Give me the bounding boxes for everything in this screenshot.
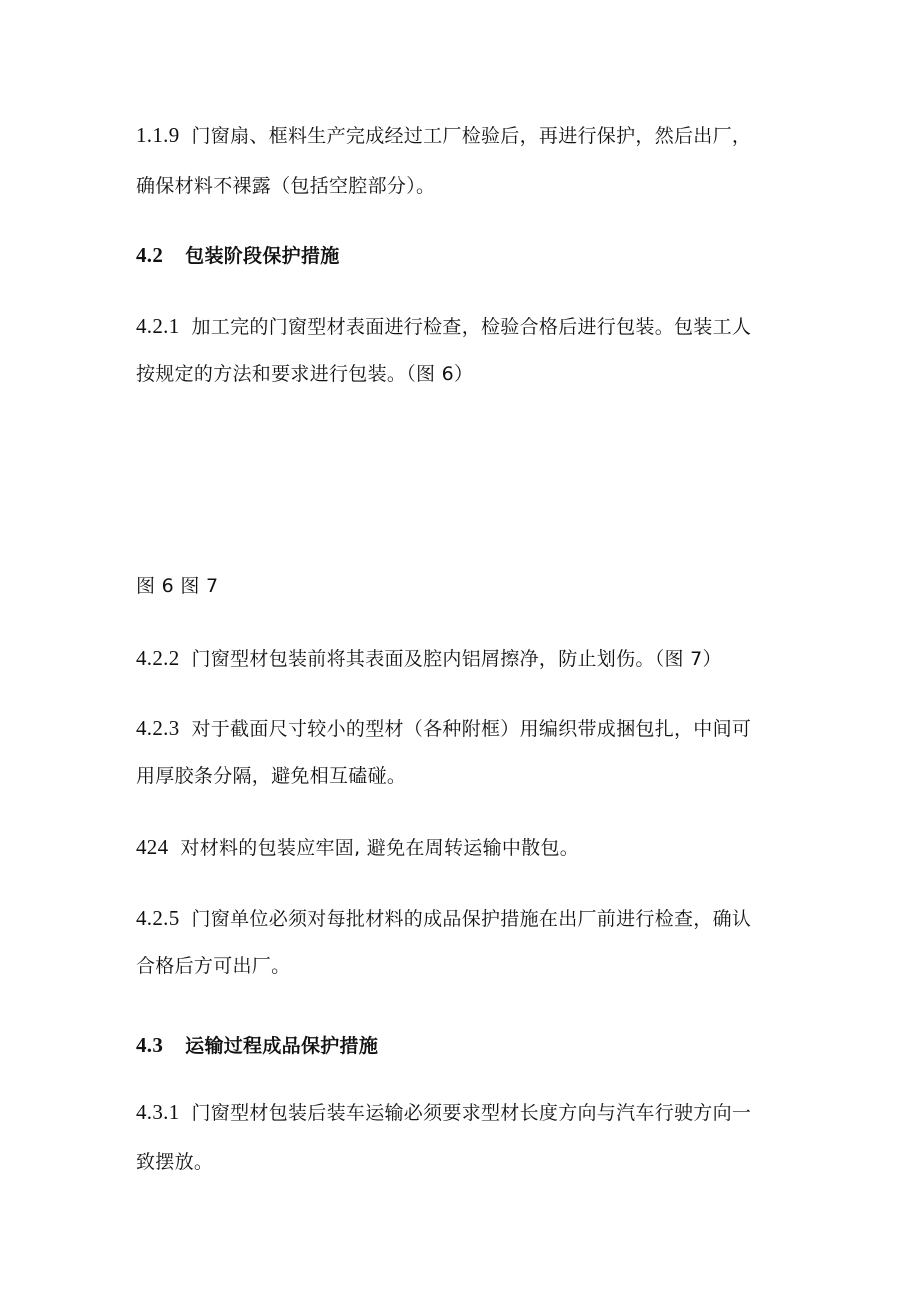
paragraph-4-3-1-line-1 xyxy=(136,1100,751,1125)
section-number: 4.2 xyxy=(136,243,164,267)
paragraph-text: 门窗型材包装后装车运输必须要求型材长度方向与汽车行驶方向一 xyxy=(191,1102,752,1124)
paragraph-4-2-1-line-1 xyxy=(136,314,751,339)
paragraph-1-1-9-line-2 xyxy=(136,174,435,198)
paragraph-text: 加工完的门窗型材表面进行检查，检验合格后进行包装。包装工人 xyxy=(191,316,752,338)
paragraph-4-2-3-line-2 xyxy=(136,764,406,788)
paragraph-4-2-3-line-1 xyxy=(136,716,751,741)
section-title: 运输过程成品保护措施 xyxy=(185,1035,379,1057)
paragraph-text: 门窗单位必须对每批材料的成品保护措施在出厂前进行检查，确认 xyxy=(191,908,752,930)
paragraph-4-3-1-line-2 xyxy=(136,1150,213,1174)
paragraph-text: 按规定的方法和要求进行包装。（图 6） xyxy=(136,363,474,385)
paragraph-text: 合格后方可出厂。 xyxy=(136,955,291,977)
paragraph-4-2-5-line-2 xyxy=(136,954,290,978)
section-heading-4-2 xyxy=(136,243,340,268)
section-number: 424 xyxy=(136,835,169,859)
section-number: 4.2.3 xyxy=(136,716,180,740)
section-number: 4.3.1 xyxy=(136,1100,180,1124)
section-number: 4.2.1 xyxy=(136,314,180,338)
paragraph-text: 对于截面尺寸较小的型材（各种附框）用编织带成捆包扎，中间可 xyxy=(191,718,752,740)
paragraph-4-2-2-line-1 xyxy=(136,646,722,671)
section-number: 4.2.5 xyxy=(136,906,180,930)
section-title: 包装阶段保护措施 xyxy=(185,245,340,267)
caption-text: 图 6 图 7 xyxy=(136,575,219,597)
paragraph-text: 门窗扇、框料生产完成经过工厂检验后，再进行保护，然后出厂， xyxy=(191,125,752,147)
paragraph-text: 确保材料不裸露（包括空腔部分）。 xyxy=(136,175,436,197)
section-number: 4.3 xyxy=(136,1033,164,1057)
paragraph-text: 用厚胶条分隔，避免相互磕碰。 xyxy=(136,765,407,787)
section-number: 4.2.2 xyxy=(136,646,180,670)
paragraph-text: 致摆放。 xyxy=(136,1151,214,1173)
paragraph-4-2-1-line-2 xyxy=(136,362,473,386)
paragraph-text: 对材料的包装应牢固, 避免在周转运输中散包。 xyxy=(180,837,580,859)
paragraph-1-1-9-line-1 xyxy=(136,123,751,148)
section-number: 1.1.9 xyxy=(136,123,180,147)
paragraph-4-2-4-line-1 xyxy=(136,835,579,860)
section-heading-4-3 xyxy=(136,1033,378,1058)
paragraph-4-2-5-line-1 xyxy=(136,906,751,931)
figure-caption xyxy=(136,574,218,598)
paragraph-text: 门窗型材包装前将其表面及腔内铝屑擦净，防止划伤。（图 7） xyxy=(191,648,722,670)
